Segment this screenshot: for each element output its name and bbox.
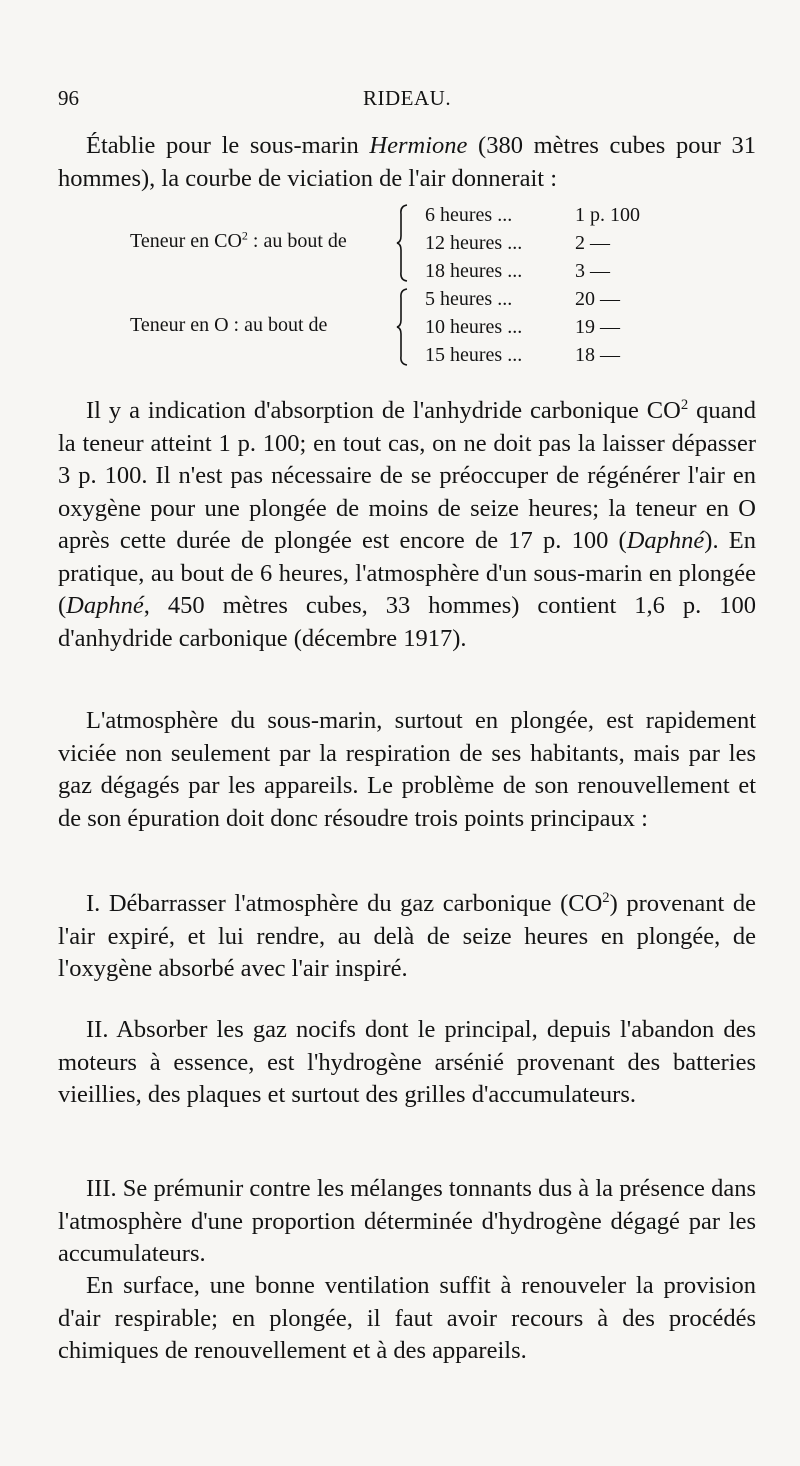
atmosphere-paragraph: L'atmosphère du sous-marin, surtout en plongée, est rapidement viciée non seulement par la respiration de ses habitants, mais par les gaz dégagés par les appareils. Le problème de son renouvellement et de son épuration doit donc résoudre trois points principaux :: [58, 707, 756, 832]
ship-name: Hermione: [369, 132, 468, 159]
o2-label: Teneur en O : au bout de: [130, 314, 328, 336]
page-number: 96: [58, 86, 79, 110]
table-row: 15 heures ... 18 —: [425, 344, 620, 366]
point-one: I. Débarrasser l'atmosphère du gaz carbonique $(CO^2)$ provenant de l'air expiré, et lui rendre, au delà de seize heures en plongée, de l'oxygène absorbé avec l'air inspiré.: [58, 889, 757, 982]
table-row: 12 heures ... 2 —: [425, 232, 610, 254]
surface-paragraph: En surface, une bonne ventilation suffit à renouveler la provision d'air respirable; en plongée, il faut avoir recours à des procédés chimiques de renouvellement et à des appareils.: [58, 1272, 756, 1364]
absorption-paragraph: Il y a indication d'absorption de l'anhydride carbonique $CO^2$ quand la teneur atteint 1 p. 100; en tout cas, on ne doit pas la laisser dépasser 3 p. 100. Il n'est pas nécessaire de se préoccuper de régénérer l'air en oxygène pour une plongée de moins de seize heures; la teneur en O après cette durée de plongée est encore de 17 p. 100 (Daphné). En pratique, au bout de 6 heures, l'atmosphère d'un sous-marin en plongée (Daphné, 450 mètres cubes, 33 hommes) contient 1,6 p. 100 d'anhydride carbonique (décembre 1917).: [58, 396, 757, 652]
table-row: 5 heures ... 20 —: [425, 288, 620, 310]
left-brace-icon: [396, 288, 408, 366]
co2-label: Teneur en $CO^2$ : au bout de: [130, 228, 347, 252]
co2-group: [0, 200, 800, 286]
point-three: III. Se prémunir contre les mélanges tonnants dus à la présence dans l'atmosphère d'une proportion déterminée d'hydrogène dégagé par les accumulateurs.: [58, 1175, 756, 1267]
o2-group: [0, 284, 800, 370]
table-row: 10 heures ... 19 —: [425, 316, 620, 338]
intro-paragraph: Établie pour le sous-marin Hermione (380 mètres cubes pour 31 hommes), la courbe de viciation de l'air donnerait :: [58, 132, 756, 192]
page-header: [58, 86, 760, 116]
point-two: II. Absorber les gaz nocifs dont le principal, depuis l'abandon des moteurs à essence, est l'hydrogène arsénié provenant des batteries vieillies, des plaques et surtout des grilles d'accumulateurs.: [58, 1016, 756, 1108]
running-title: RIDEAU.: [363, 86, 452, 110]
table-row: 18 heures ... 3 —: [425, 260, 610, 282]
left-brace-icon: [396, 204, 408, 282]
table-row: 6 heures ... 1 p. 100: [425, 204, 640, 226]
